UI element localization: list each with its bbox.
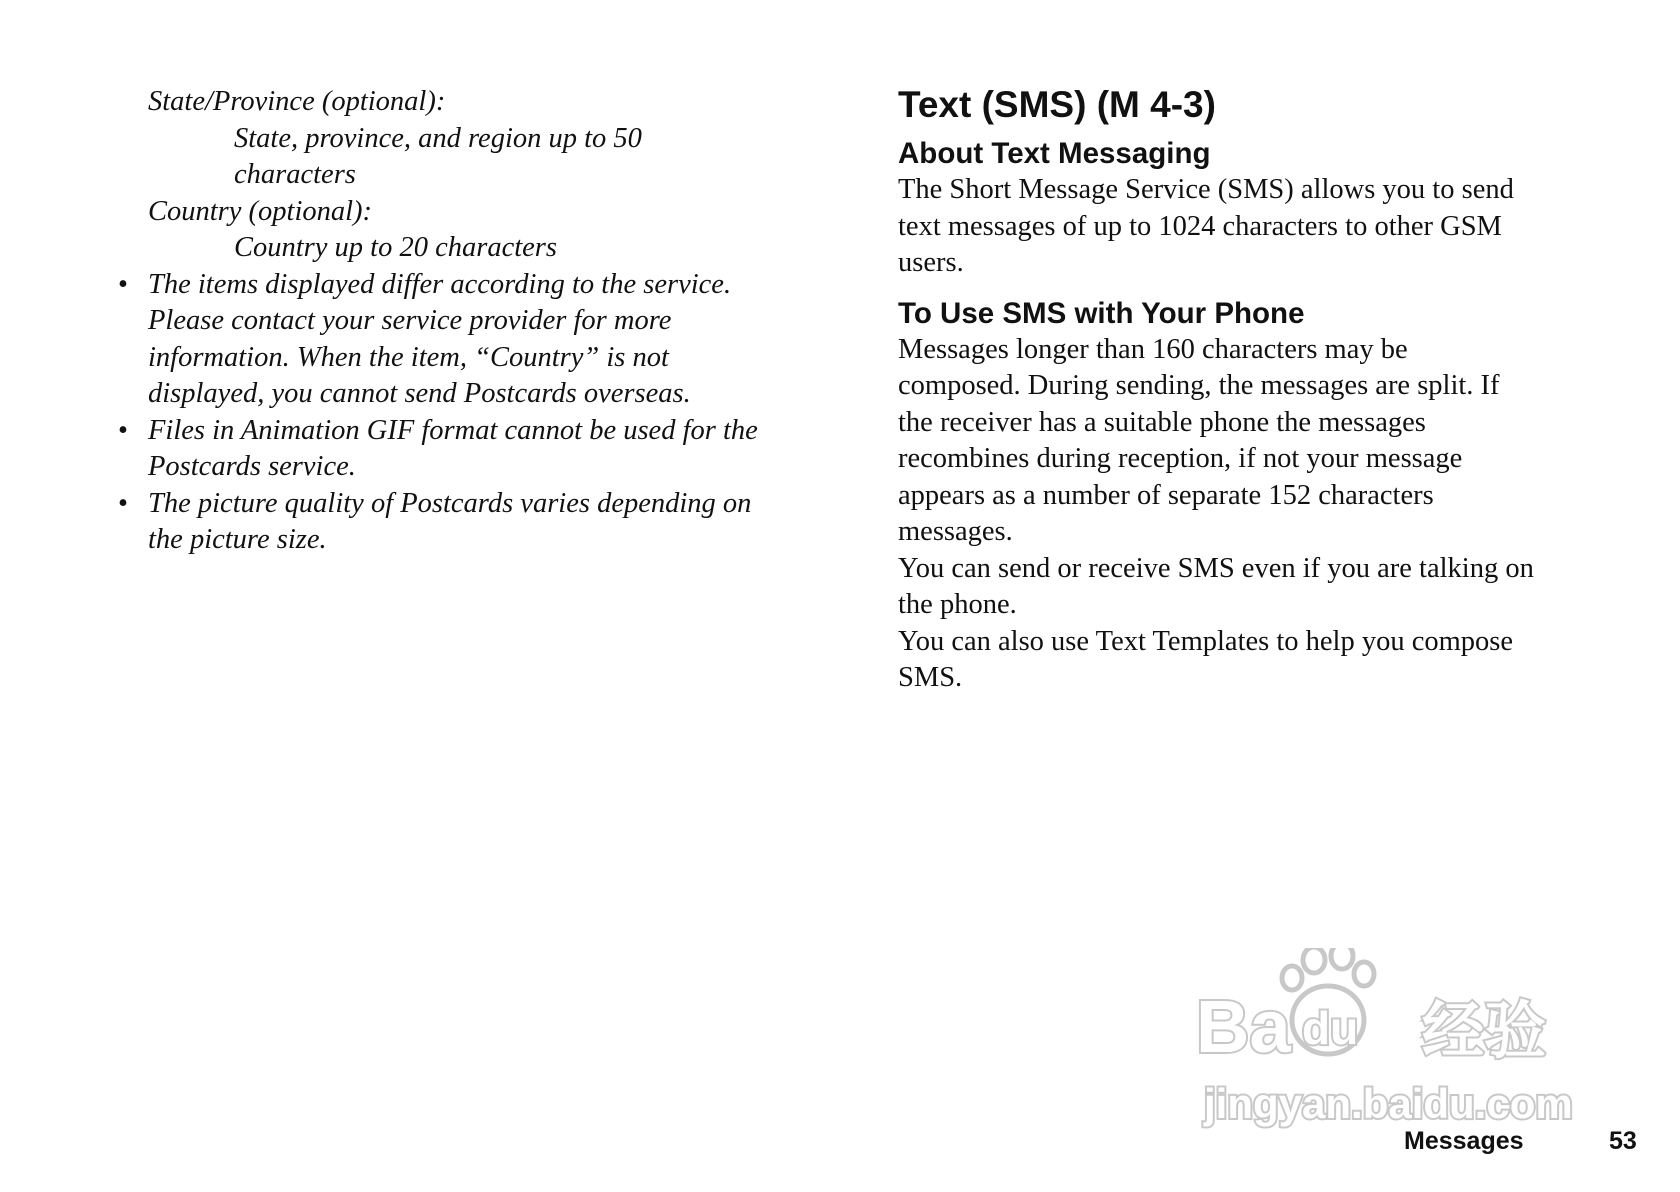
country-description: Country up to 20 characters [234, 232, 557, 263]
body-line: the phone. [898, 589, 1017, 620]
body-line: messages. [898, 516, 1013, 547]
bullet-line: The picture quality of Postcards varies depending on [148, 487, 752, 519]
body-line: Messages longer than 160 characters may be [898, 333, 1408, 365]
note-bullet-service-items [118, 267, 848, 413]
watermark-brand-text: 经验 [1422, 997, 1547, 1066]
body-line: text messages of up to 1024 characters to other GSM [898, 210, 1502, 242]
bullet-line: information. When the item, “Country” is not [148, 341, 669, 373]
section-heading-about: About Text Messaging [898, 137, 1211, 170]
body-line: composed. During sending, the messages are split. If [898, 370, 1500, 401]
country-label: Country (optional): [148, 195, 373, 227]
bullet-icon: • [118, 414, 128, 446]
body-line: the receiver has a suitable phone the messages [898, 406, 1426, 438]
paw-toe-icon [1354, 962, 1374, 986]
state-province-description-line: State, province, and region up to 50 [234, 122, 642, 154]
state-province-label: State/Province (optional): [148, 86, 446, 117]
body-line: You can also use Text Templates to help you compose [898, 625, 1514, 657]
bullet-line: Please contact your service provider for more [148, 305, 672, 336]
body-line: recombines during reception, if not your message [898, 443, 1463, 474]
bullet-line: the picture size. [148, 524, 327, 555]
paw-toe-icon [1331, 948, 1353, 969]
watermark-brand-text: Ba [1196, 985, 1291, 1068]
left-column [118, 84, 848, 559]
paw-toe-icon [1303, 948, 1325, 973]
bullet-icon: • [118, 487, 128, 519]
bullet-line: displayed, you cannot send Postcards overseas. [148, 378, 691, 409]
watermark-brand-text: du [1302, 1002, 1359, 1054]
page-title: Text (SMS) (M 4-3) [898, 84, 1216, 125]
baidu-watermark-logo [1196, 948, 1596, 1138]
bullet-line: Postcards service. [148, 451, 356, 482]
body-line: users. [898, 247, 964, 278]
section-heading-use-sms: To Use SMS with Your Phone [898, 296, 1305, 330]
right-column [898, 80, 1618, 697]
body-line: appears as a number of separate 152 characters [898, 479, 1434, 511]
state-province-description-line: characters [234, 159, 356, 190]
body-line: You can send or receive SMS even if you are talking on [898, 552, 1534, 584]
bullet-line: Files in Animation GIF format cannot be used for the [148, 414, 758, 446]
section-body-use-sms [898, 332, 1618, 697]
body-line: The Short Message Service (SMS) allows you to send [898, 174, 1514, 205]
body-line: SMS. [898, 662, 963, 693]
watermark-url: jingyan.baidu.com [1204, 1080, 1573, 1127]
bullet-icon: • [118, 268, 128, 300]
footer-section-name: Messages [1404, 1127, 1524, 1155]
bullet-line: The items displayed differ according to the service. [148, 268, 732, 300]
footer-page-number: 53 [1609, 1127, 1637, 1155]
note-bullet-gif-format [118, 413, 848, 486]
note-bullet-picture-quality [118, 486, 848, 559]
section-body-about [898, 172, 1618, 282]
